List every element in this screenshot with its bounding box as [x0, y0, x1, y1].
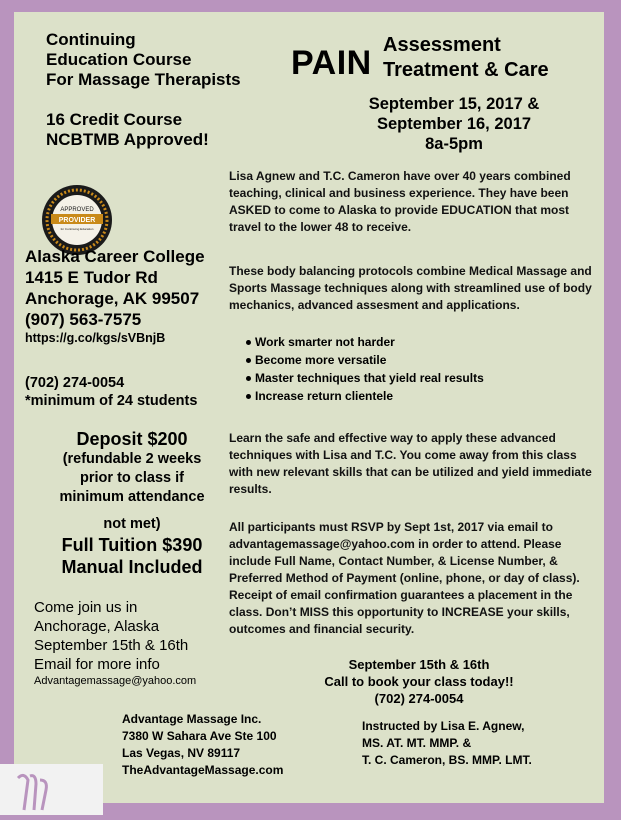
join-line: September 15th & 16th [34, 637, 189, 654]
venue-name: Alaska Career College [25, 247, 205, 266]
credit-line: NCBTMB Approved! [46, 130, 209, 149]
tuition-price: Full Tuition $390 [61, 535, 203, 555]
course-line: Education Course [46, 50, 192, 69]
bullet-icon [246, 376, 251, 381]
minimum-students: *minimum of 24 students [25, 393, 198, 409]
list-item: Work smarter not harder [246, 333, 484, 351]
course-line: Continuing [46, 30, 136, 49]
badge-main-text: PROVIDER [58, 217, 96, 224]
manual-included: Manual Included [61, 557, 203, 577]
figure-logo-icon [0, 764, 103, 815]
corner-logo [0, 764, 103, 815]
protocols-paragraph: These body balancing protocols combine Medical Massage and Sports Massage techniques along with streamlined use of body mechanics, advanced assesment and applications. [229, 264, 592, 312]
contact-block [25, 374, 197, 410]
badge-top-text: APPROVED [60, 207, 94, 213]
join-line: Email for more info [34, 656, 160, 673]
date-line: September 16, 2017 [376, 115, 532, 133]
venue-city: Anchorage, AK 99507 [25, 289, 200, 308]
venue-phone: (907) 563-7575 [25, 310, 142, 329]
business-name: Advantage Massage Inc. [122, 712, 262, 726]
venue-url[interactable]: https://g.co/kgs/sVBnjB [25, 331, 166, 345]
list-item: Become more versatile [246, 351, 484, 369]
learn-paragraph: Learn the safe and effective way to apply these advanced techniques with Lisa and T.C. You come away from this class with new relevant skills that can be utilized and yield immediate results. [229, 431, 592, 496]
instructors-block [362, 718, 532, 769]
bullet-icon [246, 340, 251, 345]
venue-street: 1415 E Tudor Rd [25, 268, 158, 287]
course-heading [46, 30, 241, 90]
bullet-icon [246, 358, 251, 363]
instructor-line: MS. AT. MT. MMP. & [362, 736, 472, 750]
refund-note: (refundable 2 weeks [62, 451, 202, 467]
instructor-line: T. C. Cameron, BS. MMP. LMT. [362, 753, 532, 767]
business-street: 7380 W Sahara Ave Ste 100 [122, 729, 277, 743]
join-email[interactable]: Advantagemassage@yahoo.com [34, 675, 197, 687]
date-line: September 15, 2017 & [368, 95, 540, 113]
badge-sub-text: for Continuing Education [60, 227, 94, 231]
instructor-line: Instructed by Lisa E. Agnew, [362, 719, 525, 733]
pricing-block [22, 428, 242, 578]
join-line: Anchorage, Alaska [34, 618, 160, 635]
credit-info [46, 110, 209, 150]
call-to-action [294, 656, 544, 707]
title-pain: PAIN [291, 44, 372, 82]
rsvp-paragraph: All participants must RSVP by Sept 1st, 2017 via email to advantagemassage@yahoo.com in order to attend. Please include Full Name, Contact Number, & License Number, & Preferred Method of Payment (online, phone, or day of class). Receipt of email confirmation guarantees a placement in the class. Don’t MISS this opportunity to INCREASE your skills, outcomes and financial security. [229, 520, 580, 636]
business-block [122, 711, 283, 779]
refund-note: not met) [103, 516, 161, 532]
refund-note: prior to class if [80, 470, 184, 486]
contact-phone: (702) 274-0054 [25, 375, 125, 391]
business-website[interactable]: TheAdvantageMassage.com [122, 763, 284, 777]
title-line: Treatment & Care [383, 59, 549, 81]
bullet-icon [246, 394, 251, 399]
call-text: Call to book your class today!! [324, 674, 514, 689]
list-item: Master techniques that yield real results [246, 369, 484, 387]
join-block [34, 598, 196, 689]
venue-block [25, 246, 205, 346]
title-line: Assessment [383, 34, 501, 56]
intro-paragraph: Lisa Agnew and T.C. Cameron have over 40 years combined teaching, clinical and business experience. They have been ASKED to come to Alaska to provide EDUCATION that most travel to the lower 48 to receive. [229, 169, 571, 234]
refund-note: minimum attendance [59, 489, 205, 505]
call-phone: (702) 274-0054 [374, 691, 464, 706]
credit-line: 16 Credit Course [46, 110, 183, 129]
join-line: Come join us in [34, 599, 138, 616]
time-line: 8a-5pm [425, 135, 483, 153]
list-item: Increase return clientele [246, 387, 484, 405]
course-line: For Massage Therapists [46, 70, 241, 89]
flyer-sheet [14, 12, 604, 803]
business-city: Las Vegas, NV 89117 [122, 746, 241, 760]
event-dates [304, 94, 604, 154]
title-subheading [383, 33, 549, 83]
call-dates: September 15th & 16th [348, 657, 490, 672]
benefits-list [246, 333, 484, 405]
deposit-price: Deposit $200 [76, 429, 188, 449]
